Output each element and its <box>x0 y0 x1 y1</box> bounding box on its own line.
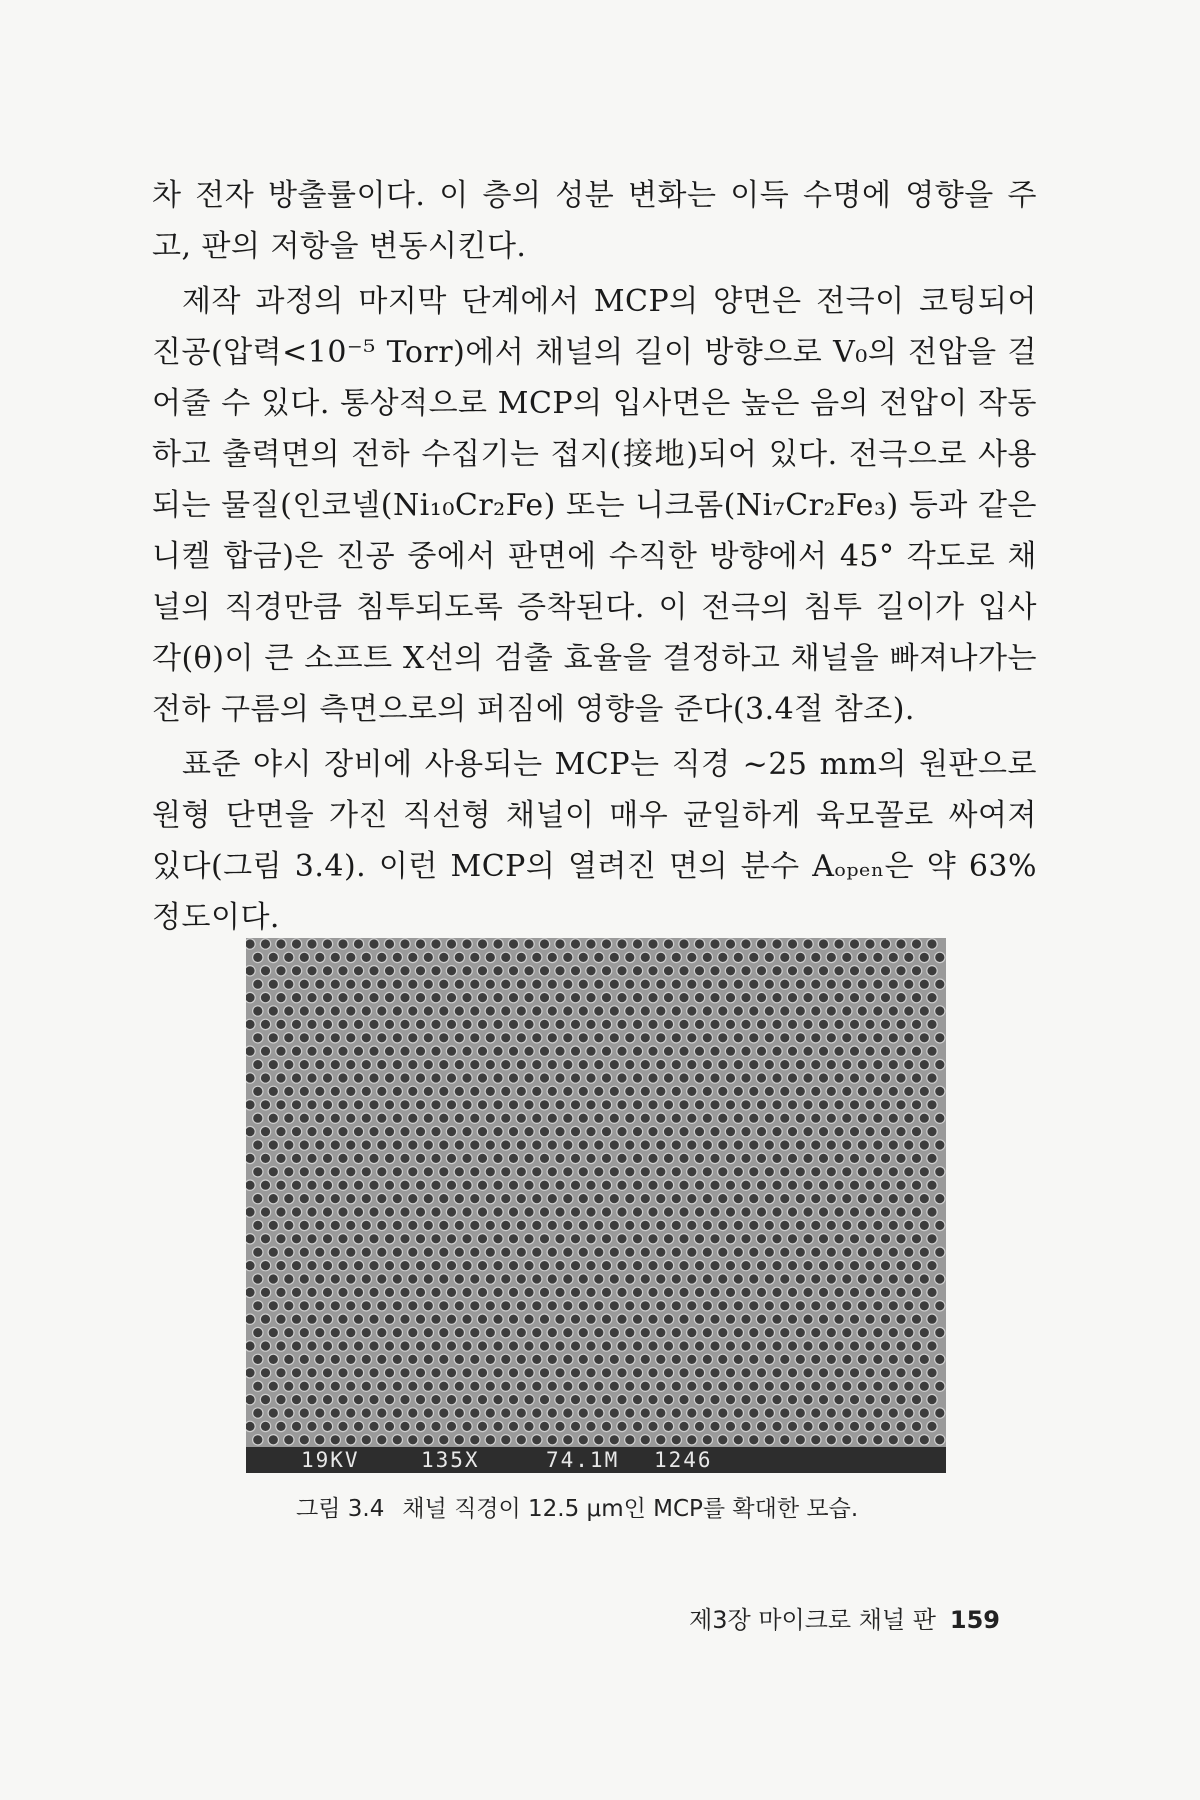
caption-number: 그림 3.4 <box>296 1496 385 1522</box>
body-text <box>152 170 1037 947</box>
page-number: 159 <box>949 1606 1000 1634</box>
sem-id: 1246 <box>654 1448 713 1472</box>
sem-voltage: 19KV <box>301 1448 360 1472</box>
paragraph-3: 표준 야시 장비에 사용되는 MCP는 직경 ~25 mm의 원판으로 원형 단면을 가진 직선형 채널이 매우 균일하게 육모꼴로 싸여져 있다(그림 3.4). 이런 MCP의 열려진 면의 분수 Aₒₚₑₙ은 약 63% 정도이다. <box>152 747 1037 935</box>
chapter-title: 제3장 마이크로 채널 판 <box>689 1606 936 1634</box>
paragraph-2: 제작 과정의 마지막 단계에서 MCP의 양면은 전극이 코팅되어 진공(압력<10⁻⁵ Torr)에서 채널의 길이 방향으로 V₀의 전압을 걸어줄 수 있다. 통상적으로 MCP의 입사면은 높은 음의 전압이 작동하고 출력면의 전하 수집기는 접지(接地)되어 있다. 전극으로 사용되는 물질(인코넬(Ni₁₀Cr₂Fe) 또는 니크롬(Ni₇Cr₂Fe₃) 등과 같은 니켈 합금)은 진공 중에서 판면에 수직한 방향에서 45° 각도로 채널의 직경만큼 침투되도록 증착된다. 이 전극의 침투 길이가 입사각(θ)이 큰 소프트 X선의 검출 효율을 결정하고 채널을 빠져나가는 전하 구름의 측면으로의 퍼짐에 영향을 준다(3.4절 참조). <box>152 284 1037 727</box>
paragraph-1: 차 전자 방출률이다. 이 층의 성분 변화는 이득 수명에 영향을 주고, 판의 저항을 변동시킨다. <box>152 178 1037 264</box>
sem-info-bar <box>246 1447 946 1473</box>
sem-scale: 74.1M <box>546 1448 620 1472</box>
caption-text: 채널 직경이 12.5 μm인 MCP를 확대한 모습. <box>402 1496 859 1522</box>
mcp-channel-pattern <box>246 938 946 1473</box>
mcp-sem-image <box>246 938 946 1473</box>
figure-caption <box>296 1490 996 1523</box>
sem-magnification: 135X <box>421 1448 480 1472</box>
page-footer <box>689 1600 1000 1635</box>
